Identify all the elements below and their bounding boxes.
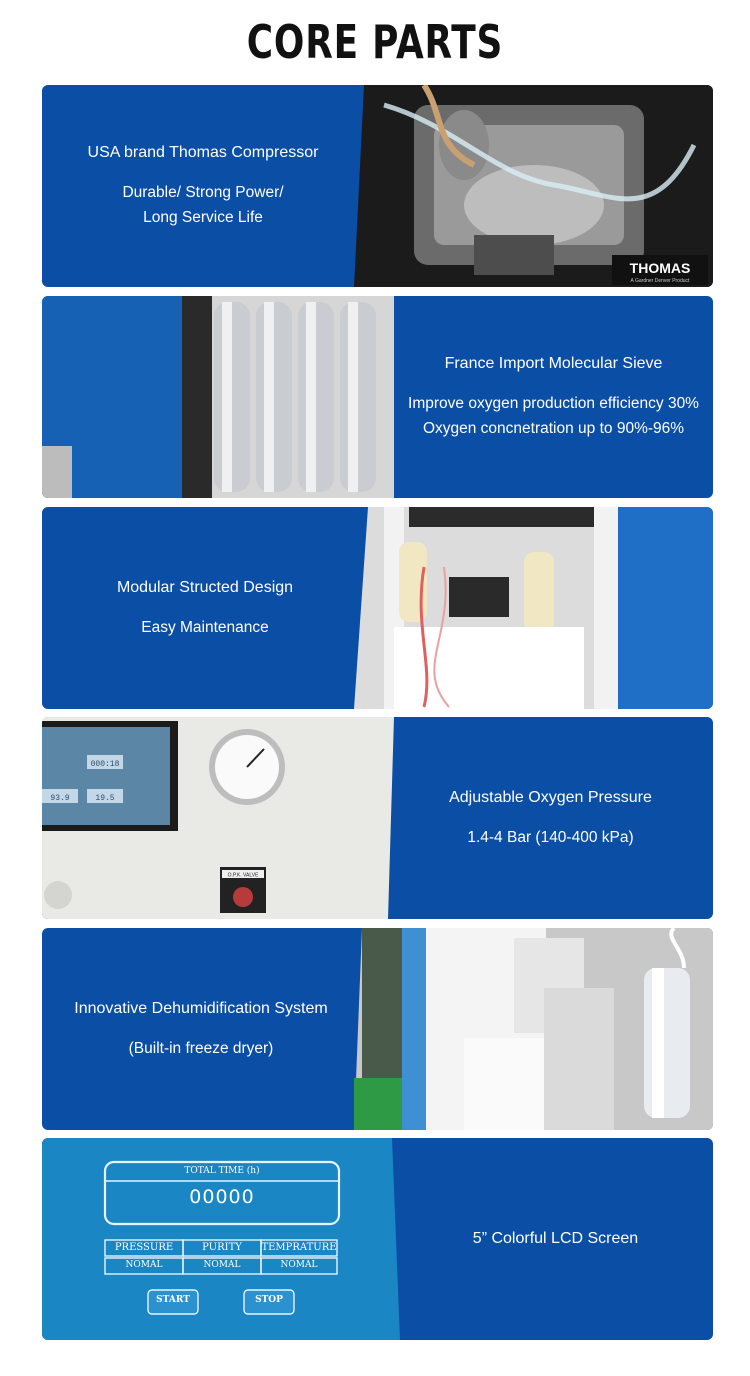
molecular-sieve-photo xyxy=(42,296,394,498)
lcd-purity-header: PURITY xyxy=(202,1242,242,1253)
compressor-photo xyxy=(354,85,713,287)
card-lcd-screen xyxy=(42,1138,713,1340)
lcd-pressure-header: PRESSURE xyxy=(114,1242,174,1253)
card-heading: Modular Structed Design xyxy=(116,578,294,596)
card-heading: France Import Molecular Sieve xyxy=(444,355,663,372)
thomas-logo-sub: A Gardner Denver Product xyxy=(630,278,690,284)
card-heading: 5” Colorful LCD Screen xyxy=(472,1230,639,1247)
lcd-total-time-label: TOTAL TIME (h) xyxy=(184,1166,260,1176)
card-line: Durable/ Strong Power/ xyxy=(122,184,284,201)
lcd-temperature-status: NOMAL xyxy=(280,1260,318,1270)
screen-purity-value: 93.9 xyxy=(50,794,70,803)
lcd-start-button[interactable]: START xyxy=(156,1295,190,1305)
card-text xyxy=(42,507,368,709)
lcd-stop-button[interactable]: STOP xyxy=(255,1295,283,1305)
card-line: Easy Maintenance xyxy=(141,618,269,636)
card-text xyxy=(398,1138,713,1340)
card-line: (Built-in freeze dryer) xyxy=(128,1039,274,1057)
card-text xyxy=(394,296,713,498)
card-line: 1.4-4 Bar (140-400 kPa) xyxy=(467,828,634,846)
lcd-pressure-status: NOMAL xyxy=(125,1260,163,1270)
card-dehumidification xyxy=(42,928,713,1130)
lcd-purity-status: NOMAL xyxy=(203,1260,241,1270)
card-text xyxy=(42,85,364,287)
card-oxygen-pressure xyxy=(42,717,713,919)
card-heading: USA brand Thomas Compressor xyxy=(87,144,319,161)
modular-design-photo xyxy=(354,507,713,709)
freeze-dryer-photo xyxy=(354,928,713,1130)
valve-label: O.P.K. VALVE xyxy=(227,872,259,879)
card-text xyxy=(388,717,713,919)
card-line: Oxygen concnetration up to 90%-96% xyxy=(422,420,685,437)
screen-time-value: 000:18 xyxy=(90,760,120,769)
card-thomas-compressor xyxy=(42,85,713,287)
page-title: CORE PARTS xyxy=(246,15,504,69)
lcd-panel xyxy=(42,1138,402,1340)
card-molecular-sieve xyxy=(42,296,713,498)
card-modular-design xyxy=(42,507,713,709)
thomas-logo: THOMAS xyxy=(629,260,691,276)
card-text xyxy=(42,928,360,1130)
card-heading: Adjustable Oxygen Pressure xyxy=(449,788,652,806)
pressure-panel-photo xyxy=(42,717,394,919)
lcd-total-time-value: 00000 xyxy=(189,1186,255,1208)
screen-temp-value: 19.5 xyxy=(95,794,115,803)
card-line: Long Service Life xyxy=(143,209,263,226)
lcd-temperature-header: TEMPRATURE xyxy=(261,1242,337,1253)
card-line: Improve oxygen production efficiency 30% xyxy=(408,395,699,412)
card-heading: Innovative Dehumidification System xyxy=(74,999,328,1017)
